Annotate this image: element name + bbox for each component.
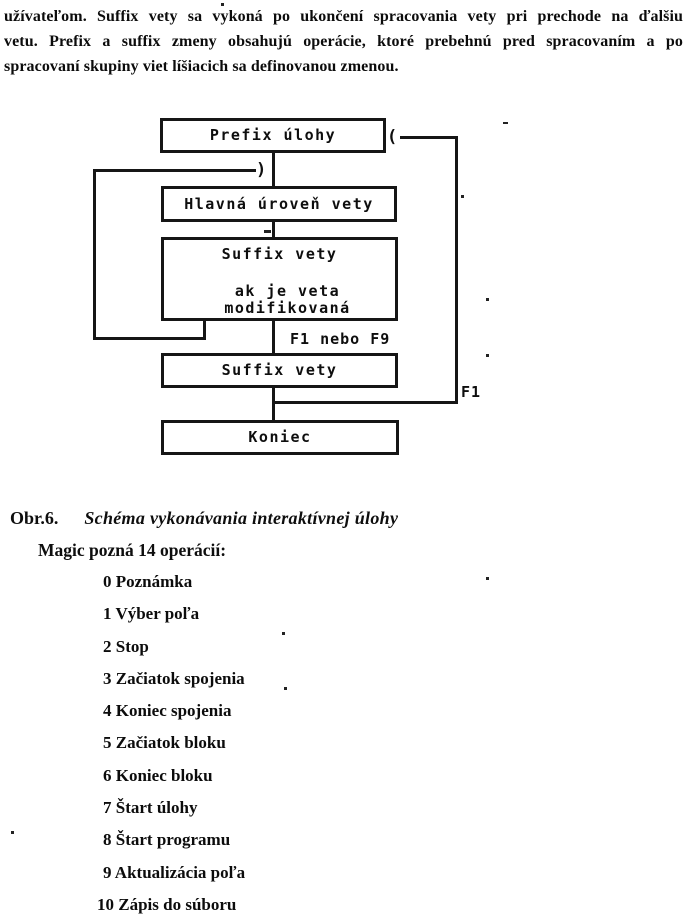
scan-speck	[11, 831, 14, 834]
operations-intro: Magic pozná 14 operácií:	[38, 540, 227, 560]
figure-caption	[10, 508, 398, 529]
connector-line	[203, 319, 206, 340]
scan-speck	[486, 354, 489, 357]
operation-item: 0 Poznámka	[103, 572, 193, 591]
connector-line	[273, 401, 458, 404]
scan-speck	[486, 577, 489, 580]
connector-line	[455, 136, 458, 404]
figure-title: Schéma vykonávania interaktívnej úlohy	[84, 508, 399, 528]
flow-box-suffix-vety-podmienka	[161, 237, 398, 321]
connector-line	[272, 386, 275, 422]
paragraph-line: spracovaní skupiny viet líšiacich sa definovanou zmenou.	[4, 58, 399, 75]
flow-box-prefix-ulohy: Prefix úlohy	[160, 118, 386, 153]
scan-speck	[221, 3, 224, 6]
flow-box-line: Suffix vety	[221, 245, 338, 263]
flow-box-line: modifikovaná	[224, 299, 351, 317]
paragraph-line: vetu. Prefix a suffix zmeny obsahujú operácie, ktoré prebehnú pred spracovaním a po	[4, 33, 683, 50]
edge-label-f1-nebo-f9: F1 nebo F9	[290, 330, 391, 348]
flow-box-koniec: Koniec	[161, 420, 399, 455]
operation-item: 4 Koniec spojenia	[103, 701, 232, 721]
paragraph-line: užívateľom. Suffix vety sa vykoná po ukončení spracovania vety pri prechode na ďalšiu	[4, 8, 683, 25]
operation-item: 7 Štart úlohy	[103, 798, 198, 818]
flow-box-hlavna-uroven: Hlavná úroveň vety	[161, 186, 397, 222]
connector-line	[93, 169, 96, 340]
scan-speck	[503, 122, 508, 124]
connector-line	[272, 151, 275, 188]
scan-speck	[486, 298, 489, 301]
scan-speck	[282, 632, 285, 635]
scan-speck	[284, 687, 287, 690]
figure-number: Obr.6.	[10, 508, 59, 528]
operation-item: 10 Zápis do súboru	[97, 894, 237, 914]
connector-line	[93, 337, 206, 340]
connector-line	[272, 319, 275, 355]
scan-speck	[264, 230, 271, 233]
connector-line	[400, 136, 457, 139]
connector-line	[272, 220, 275, 239]
operation-item: 9 Aktualizácia poľa	[103, 862, 246, 882]
operation-item: 1 Výber poľa	[103, 604, 200, 624]
operation-item: 5 Začiatok bloku	[103, 733, 226, 753]
operations-list	[97, 566, 245, 921]
flow-box-suffix-vety: Suffix vety	[161, 353, 398, 388]
scan-speck	[461, 195, 464, 198]
connector-line	[93, 169, 256, 172]
operation-item: 8 Štart programu	[103, 830, 231, 850]
arrow-right-icon: )	[256, 160, 267, 180]
operation-item: 3 Začiatok spojenia	[103, 668, 245, 688]
operation-item: 2 Stop	[103, 636, 149, 656]
operation-item: 6 Koniec bloku	[103, 765, 213, 785]
flow-box-line: ak je veta	[234, 282, 341, 300]
arrow-left-icon: (	[387, 127, 398, 147]
edge-label-f1: F1	[461, 383, 482, 401]
